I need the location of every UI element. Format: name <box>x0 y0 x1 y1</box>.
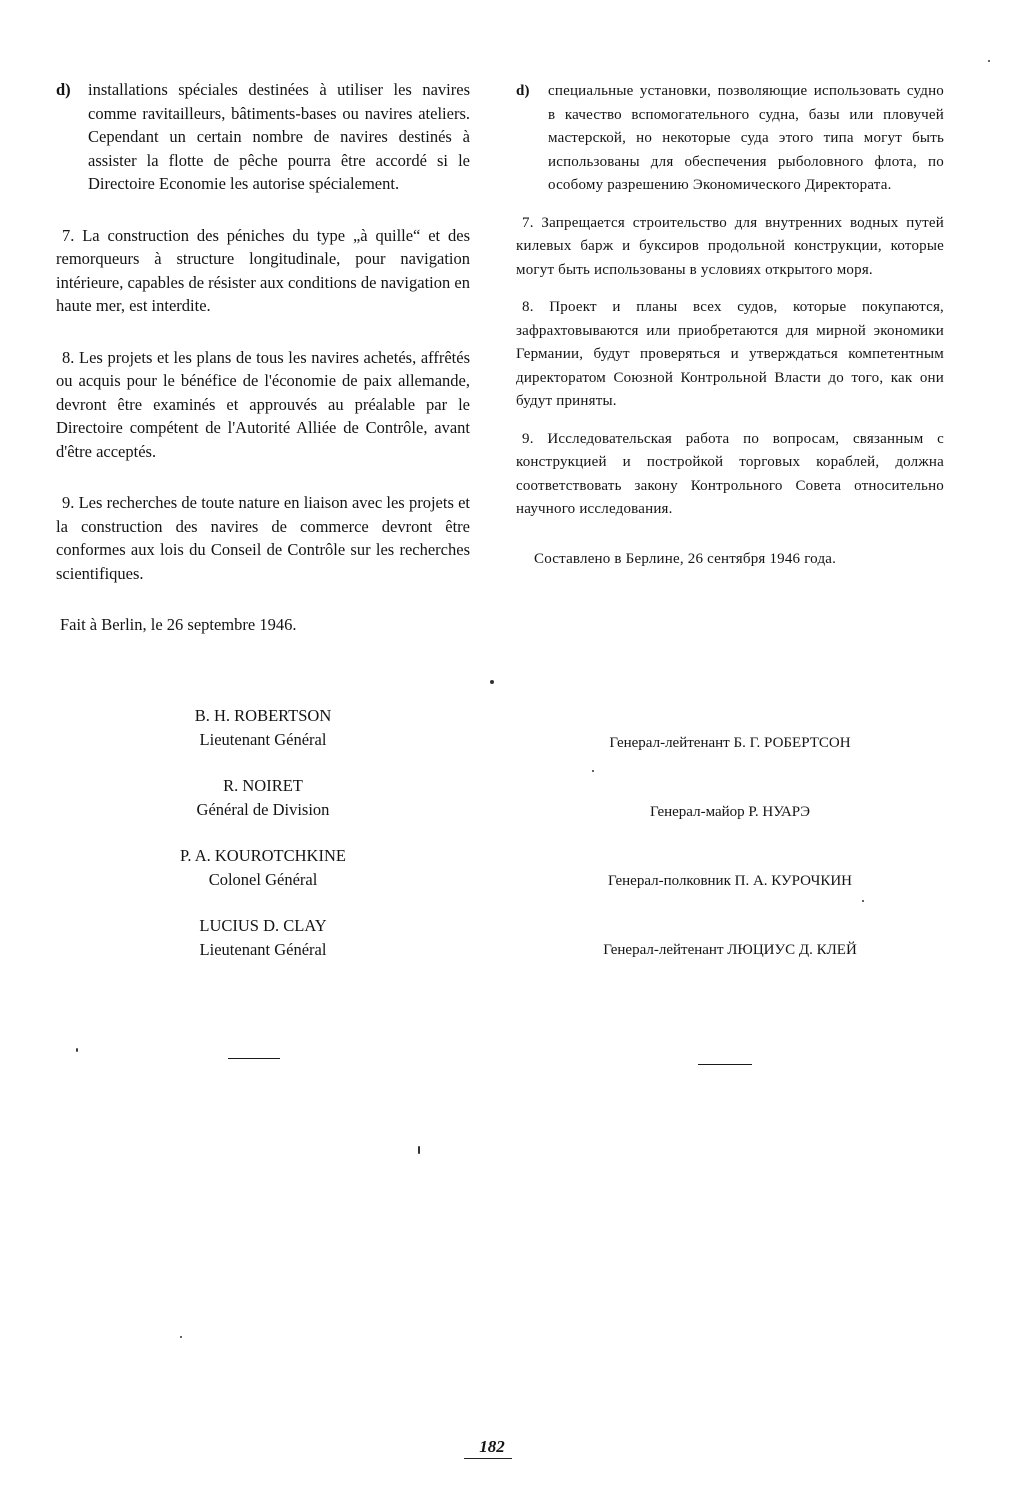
fr-signatory-rank: Colonel Général <box>208 869 318 889</box>
fr-place-date: Fait à Berlin, le 26 septembre 1946. <box>60 615 297 634</box>
fr-signatory-name: R. NOIRET <box>223 776 303 795</box>
fr-item-d-label: d) <box>56 80 71 99</box>
fr-paragraph-7: 7. La construction des péniches du type „à quille“ et des remorqueurs à structure longitudinale, pour navigation intérieure, capables de résister aux conditions de navigation en haute mer, est interdite. <box>56 225 470 315</box>
fr-signatory-name: LUCIUS D. CLAY <box>199 916 327 935</box>
scan-speck <box>76 1048 78 1052</box>
fr-signature <box>56 914 470 961</box>
fr-signatory-rank: Lieutenant Général <box>199 939 327 959</box>
ru-item-d-text: специальные установки, позволяющие использовать судно в качество вспомогательного судна, базы или пловучей мастерской, но некоторые суда этого типа могут быть использованы для обеспечения рыболовного флота, по особому разрешению Экономического Директората. <box>548 83 944 193</box>
scan-speck <box>490 680 494 684</box>
ru-item-d <box>516 80 944 198</box>
page-number: 182 <box>479 1437 505 1456</box>
fr-paragraph-9: 9. Les recherches de toute nature en liaison avec les projets et la construction des navires de commerce devront être conformes aux lois du Conseil de Contrôle sur les recherches scientifiques. <box>56 493 470 583</box>
page-number-underline <box>464 1458 512 1459</box>
fr-signatory-rank: Général de Division <box>196 799 330 819</box>
ru-closing-rule <box>698 1064 752 1065</box>
fr-signatory-name: P. A. KOUROTCHKINE <box>180 846 346 865</box>
fr-signature <box>56 844 470 891</box>
fr-signature <box>56 704 470 751</box>
scan-speck <box>418 1146 420 1154</box>
russian-column <box>516 80 944 571</box>
ru-signatory: Генерал-майор Р. НУАРЭ <box>649 804 811 820</box>
fr-closing-rule <box>228 1058 280 1059</box>
french-column <box>56 78 470 637</box>
ru-paragraph-7: 7. Запрещается строительство для внутренних водных путей килевых барж и буксиров продольной конструкции, которые могут быть использованы в условиях открытого моря. <box>516 214 944 278</box>
fr-signature <box>56 774 470 821</box>
fr-item-d-text: installations spéciales destinées à utiliser les navires comme ravitailleurs, bâtiments-bases ou navires ateliers. Cependant un certain nombre de navires destinés à assister la flotte de pêche pourra être accordé si le Directoire Economie les autorise spécialement. <box>88 80 470 193</box>
scan-speck <box>180 1336 182 1338</box>
scan-speck <box>988 60 990 62</box>
ru-signatory: Генерал-лейтенант Б. Г. РОБЕРТСОН <box>609 735 851 751</box>
fr-signatory-rank: Lieutenant Général <box>199 729 327 749</box>
scan-speck <box>592 770 594 772</box>
ru-paragraph-8: 8. Проект и планы всех судов, которые покупаются, зафрахтовываются или приобретаются для мирной экономики Германии, будут проверяться и утверждаться компетентным директоратом Союзной Контрольной Власти до того, как они будут приняты. <box>516 299 944 409</box>
fr-signatures <box>56 704 470 961</box>
ru-place-date: Составлено в Берлине, 26 сентября 1946 года. <box>534 550 837 567</box>
fr-signatory-name: B. H. ROBERTSON <box>194 706 332 725</box>
ru-signatory: Генерал-полковник П. А. КУРОЧКИН <box>607 873 853 889</box>
fr-paragraph-8: 8. Les projets et les plans de tous les navires achetés, affrêtés ou acquis pour le bénéfice de l'économie de paix allemande, devront être examinés et approuvés au préalable par le Directoire compétent de l'Autorité Alliée de Contrôle, avant d'être acceptés. <box>56 347 470 461</box>
ru-paragraph-9: 9. Исследовательская работа по вопросам, связанным с конструкцией и постройкой торговых кораблей, должна соответствовать закону Контрольного Совета относительно научного исследования. <box>516 430 944 517</box>
ru-signatures <box>516 732 944 1008</box>
scan-speck <box>862 900 864 902</box>
ru-signatory: Генерал-лейтенант ЛЮЦИУС Д. КЛЕЙ <box>603 942 857 958</box>
ru-item-d-label: d) <box>516 83 530 99</box>
fr-item-d <box>56 78 470 196</box>
